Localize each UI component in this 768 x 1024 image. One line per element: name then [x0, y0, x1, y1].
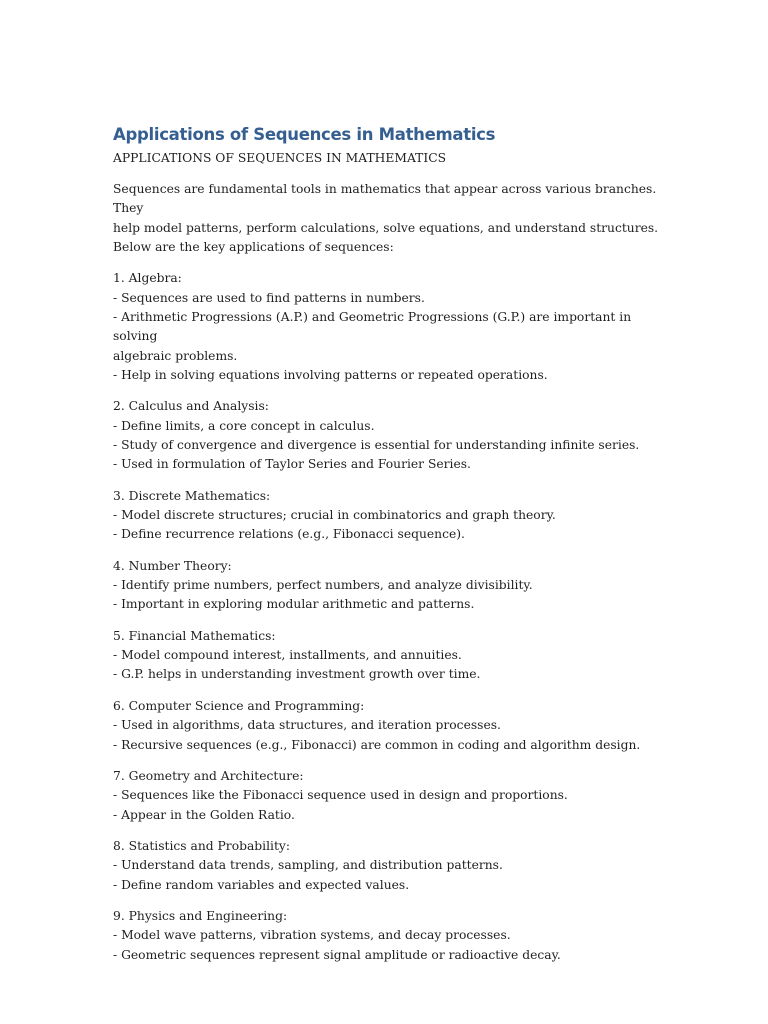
section-block: [113, 557, 673, 615]
section-block: [113, 697, 673, 755]
section-heading: 3. Discrete Mathematics:: [113, 488, 271, 503]
section-block: [113, 907, 673, 965]
section-line: - Define recurrence relations (e.g., Fibonacci sequence).: [113, 527, 465, 542]
section-line: - G.P. helps in understanding investment growth over time.: [113, 667, 481, 682]
section-line: - Understand data trends, sampling, and distribution patterns.: [113, 858, 503, 873]
intro-line: Sequences are fundamental tools in mathematics that appear across various branches. They: [113, 182, 657, 216]
section-heading: 4. Number Theory:: [113, 558, 232, 573]
section-line: - Identify prime numbers, perfect numbers, and analyze divisibility.: [113, 578, 533, 593]
section-line: - Appear in the Golden Ratio.: [113, 807, 295, 822]
document-page: [113, 124, 673, 965]
section-line: - Important in exploring modular arithmetic and patterns.: [113, 597, 475, 612]
section-block: [113, 397, 673, 474]
section-line: - Used in algorithms, data structures, and iteration processes.: [113, 718, 501, 733]
section-heading: 9. Physics and Engineering:: [113, 909, 288, 924]
section-block: [113, 627, 673, 685]
section-line: - Arithmetic Progressions (A.P.) and Geometric Progressions (G.P.) are important in solving: [113, 309, 632, 344]
section-block: [113, 487, 673, 545]
section-heading: 7. Geometry and Architecture:: [113, 769, 304, 784]
intro-line: Below are the key applications of sequences:: [113, 239, 394, 254]
section-heading: 6. Computer Science and Programming:: [113, 698, 365, 713]
section-line: - Recursive sequences (e.g., Fibonacci) are common in coding and algorithm design.: [113, 737, 641, 752]
section-block: [113, 269, 673, 385]
section-line: algebraic problems.: [113, 348, 238, 363]
intro-line: help model patterns, perform calculations, solve equations, and understand structures.: [113, 220, 659, 235]
section-line: - Model compound interest, installments, and annuities.: [113, 648, 462, 663]
section-line: - Define limits, a core concept in calculus.: [113, 418, 375, 433]
document-title: Applications of Sequences in Mathematics: [113, 125, 496, 144]
section-block: [113, 837, 673, 895]
section-line: - Used in formulation of Taylor Series and Fourier Series.: [113, 457, 471, 472]
section-line: - Help in solving equations involving patterns or repeated operations.: [113, 367, 548, 382]
section-heading: 5. Financial Mathematics:: [113, 628, 276, 643]
section-line: - Geometric sequences represent signal amplitude or radioactive decay.: [113, 947, 561, 962]
section-heading: 1. Algebra:: [113, 271, 182, 286]
section-line: - Define random variables and expected values.: [113, 877, 410, 892]
section-line: - Model discrete structures; crucial in combinatorics and graph theory.: [113, 508, 556, 523]
section-line: - Study of convergence and divergence is essential for understanding infinite series.: [113, 437, 640, 452]
document-subtitle: APPLICATIONS OF SEQUENCES IN MATHEMATICS: [113, 151, 447, 165]
section-heading: 2. Calculus and Analysis:: [113, 399, 269, 414]
section-line: - Sequences like the Fibonacci sequence used in design and proportions.: [113, 788, 568, 803]
sections-list: [113, 269, 673, 965]
section-line: - Model wave patterns, vibration systems, and decay processes.: [113, 928, 511, 943]
intro-paragraph: [113, 180, 673, 257]
section-line: - Sequences are used to find patterns in numbers.: [113, 290, 425, 305]
section-heading: 8. Statistics and Probability:: [113, 839, 290, 854]
section-block: [113, 767, 673, 825]
